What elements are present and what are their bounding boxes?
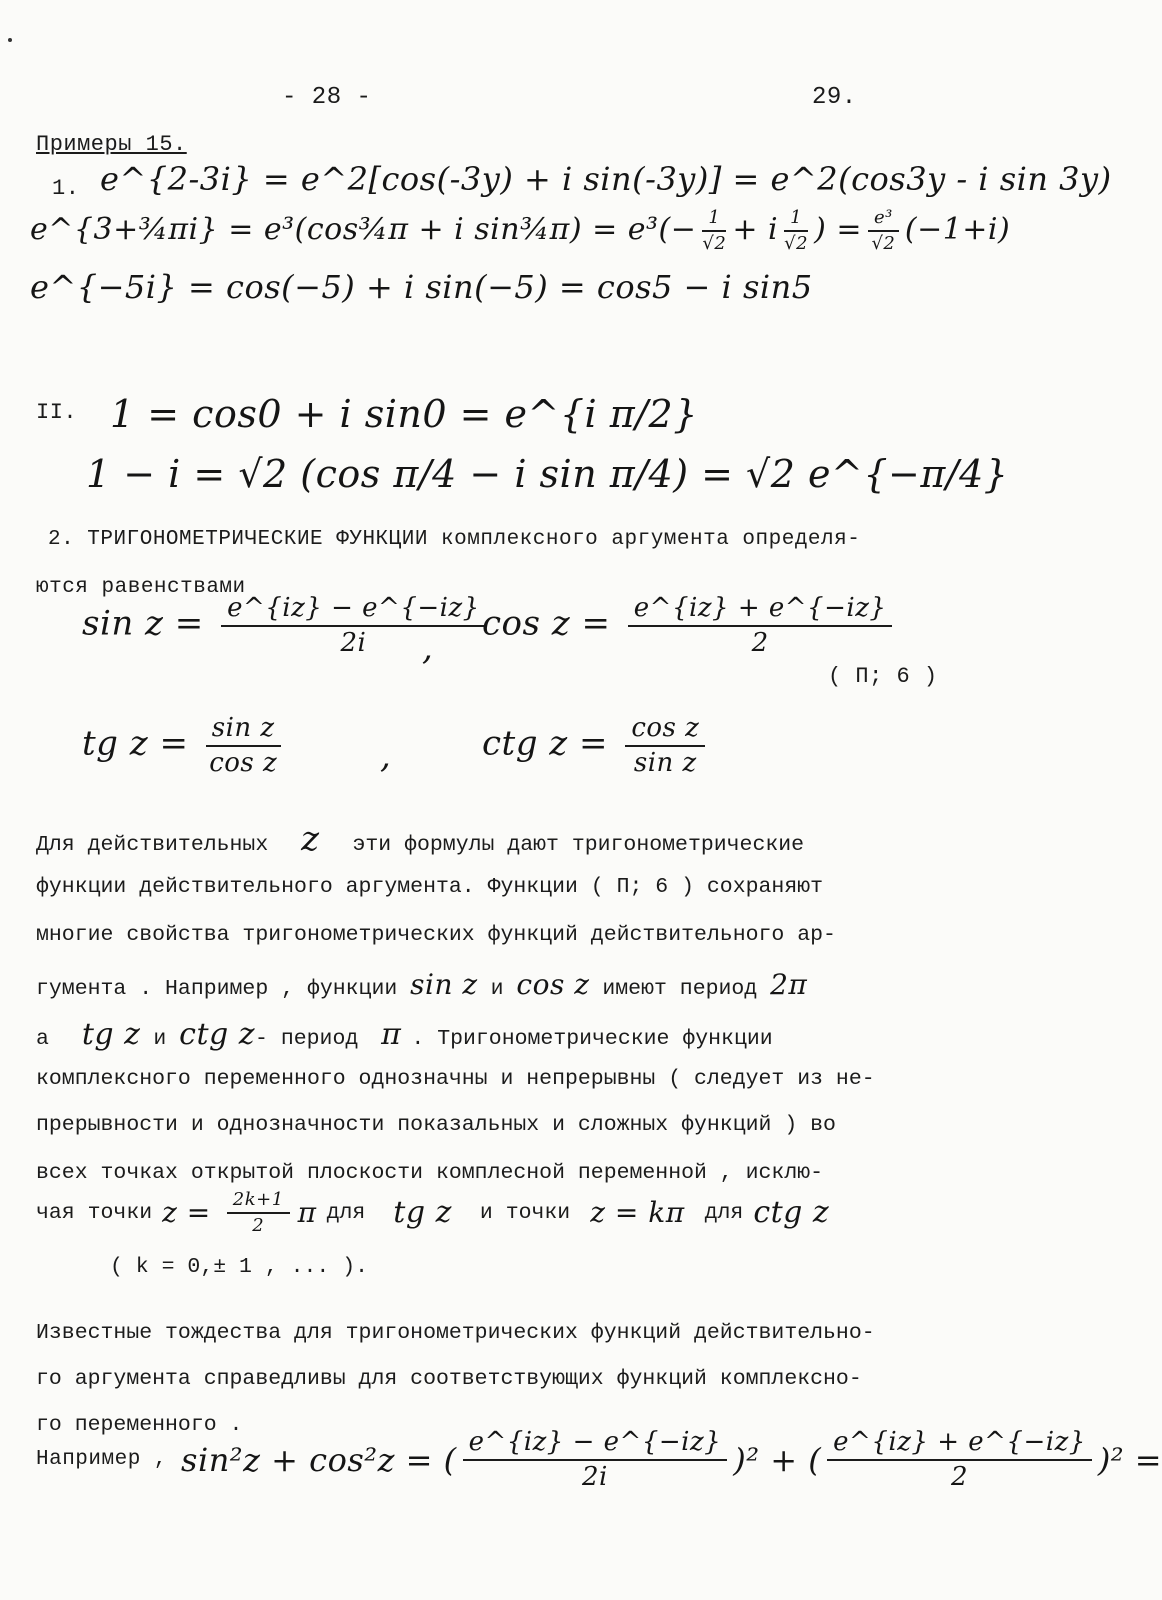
- paragraph-2-line-4: Например , sin²z + cos²z = ( $\frac{e\^{}\{iz\} - e\^{}\{-iz\}}{2i}$ )² + ( $\frac{e\^{}\{iz\} + e\^{}\{-iz\}}{2}$ )² =: [36, 1427, 1162, 1492]
- paragraph-2-line-2: го аргумента справедливы для соответствующих функций комплексно-: [36, 1367, 862, 1391]
- example-2-line-2: 1 − i = √2 (cos π/4 − i sin π/4) = √2 e^{−π/4}: [86, 452, 1009, 496]
- paragraph-1-line-3: многие свойства тригонометрических функций действительного ар-: [36, 923, 836, 947]
- paragraph-2-line-1: Известные тождества для тригонометрических функций действительно-: [36, 1321, 875, 1345]
- paragraph-1-line-9: чая точки z = $\frac{2k+1}{2}$ π для tg z и точки z = kπ для ctg z: [36, 1189, 830, 1236]
- paragraph-2-line-3: го переменного .: [36, 1413, 243, 1437]
- formula-sin: sin z = $\frac{e\^{}\{iz\} - e\^{}\{-iz\}}{2i}$: [82, 594, 492, 657]
- example-1-line-2: e^{3+¾πi} = e³(cos¾π + i sin¾π) = e³(− $\frac{1}{√2}$ + i $\frac{1}{√2}$ ) = $\frac{\text{e³}}{√2}$ (−1+i): [30, 207, 1011, 254]
- paragraph-1-line-5: а tg z и ctg z- период π . Тригонометрические функции: [36, 1017, 773, 1052]
- formula-cos: cos z = $\frac{e\^{}\{iz\} + e\^{}\{-iz\}}{2}$: [482, 594, 898, 657]
- identity-fraction-2: $\frac{e\^{}\{iz\} + e\^{}\{-iz\}}{2}$: [827, 1428, 1092, 1491]
- example-2-line-1: 1 = cos0 + i sin0 = e^{i π/2}: [110, 392, 698, 436]
- identity-fraction-1: $\frac{e\^{}\{iz\} - e\^{}\{-iz\}}{2i}$: [463, 1428, 728, 1491]
- section-2-line-2: ются равенствами: [36, 576, 246, 599]
- fraction-1-over-sqrt2-b: $\frac{1}{√2}$: [784, 207, 809, 254]
- fraction-1-over-sqrt2-a: $\frac{1}{√2}$: [702, 207, 727, 254]
- example-1-line-1: e^{2-3i} = e^2[cos(-3y) + i sin(-3y)] = e^2(cos3y - i sin 3y): [100, 160, 1112, 198]
- formula-comma-1: ,: [422, 628, 434, 668]
- formula-cos-fraction: $\frac{e\^{}\{iz\} + e\^{}\{-iz\}}{2}$: [628, 594, 893, 657]
- formula-sin-fraction: $\frac{e\^{}\{iz\} - e\^{}\{-iz\}}{2i}$: [221, 594, 486, 657]
- examples-heading: Примеры 15.: [36, 132, 187, 157]
- example-1-line-3: e^{−5i} = cos(−5) + i sin(−5) = cos5 − i sin5: [30, 268, 813, 306]
- fraction-e3-over-sqrt2: $\frac{\text{e³}}{√2}$: [868, 208, 899, 254]
- paragraph-1-line-4: гумента . Например , функции sin z и cos z имеют период 2π: [36, 968, 808, 1001]
- section-2-line-1: 2. ТРИГОНОМЕТРИЧЕСКИЕ ФУНКЦИИ комплексного аргумента определя-: [48, 528, 861, 551]
- fraction-2k-plus-1: $\frac{2k+1}{2}$: [227, 1190, 290, 1236]
- example-1-line-2-lhs: e^{3+¾πi} = e³(cos¾π + i sin¾π) = e³(−: [30, 211, 697, 247]
- equation-reference: ( П; 6 ): [828, 664, 938, 689]
- paragraph-1-line-2: функции действительного аргумента. Функции ( П; 6 ) сохраняют: [36, 875, 824, 899]
- page-number-left: - 28 -: [282, 84, 372, 111]
- example-2-number: II.: [36, 400, 78, 425]
- formula-tg-fraction: $\frac{\text{sin z}}{\text{cos z}}$: [206, 714, 281, 777]
- formula-ctg: ctg z = $\frac{\text{cos z}}{\text{sin z}}$: [482, 714, 711, 777]
- example-1-number: 1.: [52, 176, 80, 201]
- formula-ctg-fraction: $\frac{\text{cos z}}{\text{sin z}}$: [625, 714, 705, 777]
- paragraph-1-line-10: ( k = 0,± 1 , ... ).: [110, 1255, 369, 1279]
- paragraph-1-line-8: всех точках открытой плоскости комплесной переменной , исклю-: [36, 1161, 824, 1185]
- paragraph-1-line-7: прерывности и однозначности показальных и сложных функций ) во: [36, 1113, 836, 1137]
- formula-comma-2: ,: [380, 736, 392, 776]
- paragraph-1-line-1: Для действительных z эти формулы дают тригонометрические: [36, 819, 805, 859]
- scan-speck: [8, 38, 12, 42]
- page-number-right: 29.: [812, 84, 857, 111]
- paragraph-1-line-6: комплексного переменного однозначны и непрерывны ( следует из не-: [36, 1067, 875, 1091]
- formula-tg: tg z = $\frac{\text{sin z}}{\text{cos z}}$: [82, 714, 287, 777]
